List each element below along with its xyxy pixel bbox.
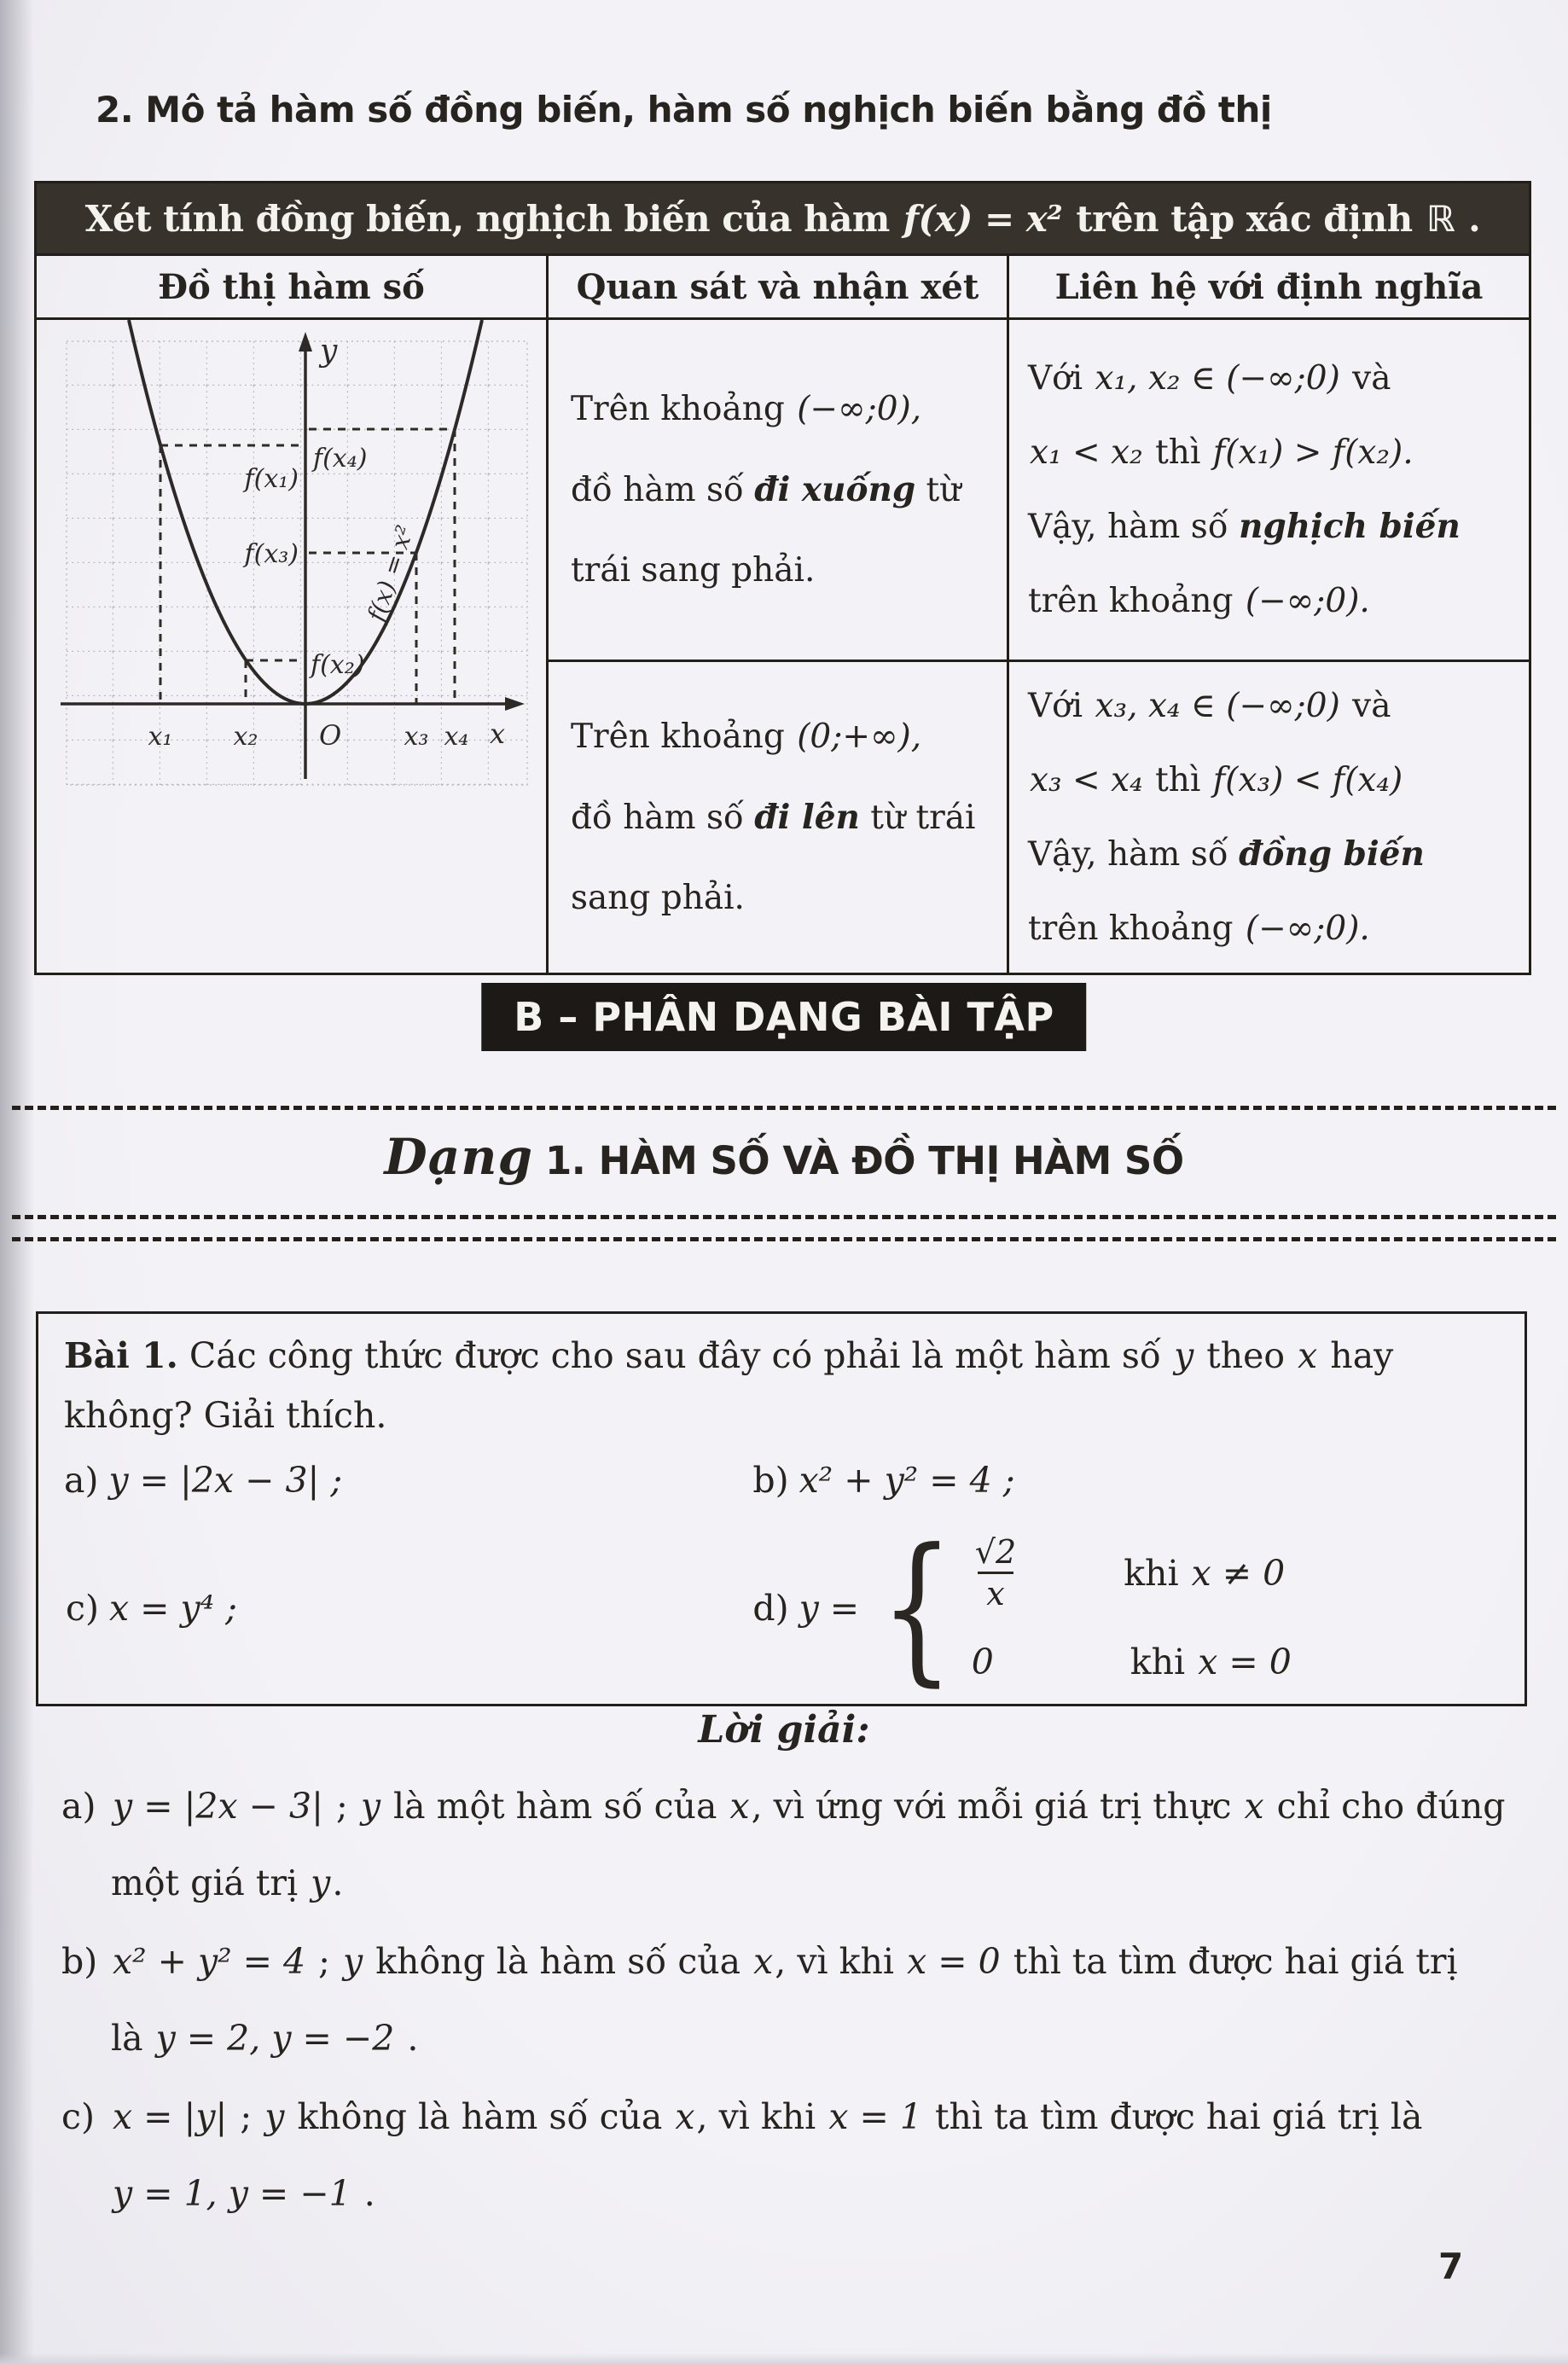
case-1-fraction (970, 1534, 1021, 1612)
solution-a (61, 1768, 1532, 1921)
piecewise-function (861, 1514, 1293, 1702)
case-2-value: 0 (971, 1642, 994, 1683)
label-fx1: f(x₁) (244, 464, 299, 494)
exercise-box (36, 1311, 1527, 1706)
section-banner: B – PHÂN DẠNG BÀI TẬP (481, 983, 1086, 1051)
observation-row1: Trên khoảng (−∞;0), đồ hàm số đi xuống từ trái sang phải. (548, 319, 1008, 661)
monotonicity-table (34, 181, 1531, 975)
dashed-rule-mid2 (12, 1237, 1556, 1241)
tick-x4: x₄ (444, 722, 469, 752)
dang-script-word: Dạng (384, 1128, 533, 1186)
case-2-condition: khi x = 0 (1130, 1642, 1292, 1683)
item-d-label: d) (752, 1588, 789, 1629)
item-c-expression: x = y⁴ ; (108, 1588, 237, 1629)
item-b-label: b) (752, 1460, 789, 1501)
y-axis-label: y (320, 334, 338, 369)
solution-list (61, 1768, 1532, 2234)
graph-cell (36, 319, 548, 974)
solution-b (61, 1923, 1532, 2077)
solution-b-text: x² + y² = 4 ; y không là hàm số của x, vì khi x = 0 thì ta tìm được hai giá trị là y = 2, y = −2 . (111, 1941, 1458, 2059)
column-header-definition: Liên hệ với định nghĩa (1008, 255, 1530, 319)
label-fx4: f(x₄) (313, 444, 368, 474)
item-a-expression: y = |2x − 3| ; (108, 1460, 343, 1501)
section-heading: 2. Mô tả hàm số đồng biến, hàm số nghịch biến bằng đồ thị (96, 89, 1272, 131)
solution-b-label: b) (61, 1941, 98, 1982)
item-b (752, 1449, 1499, 1512)
column-header-observation: Quan sát và nhận xét (548, 255, 1008, 319)
item-c-label: c) (66, 1588, 99, 1629)
dashed-rule-top (12, 1106, 1556, 1110)
exercise-statement-text: Các công thức được cho sau đây có phải là một hàm số y theo x hay không? Giải thích. (64, 1335, 1394, 1436)
case-1-condition: khi x ≠ 0 (1124, 1553, 1286, 1594)
case-2 (970, 1642, 1293, 1682)
solution-c-text: x = |y| ; y không là hàm số của x, vì khi x = 1 thì ta tìm được hai giá trị là y = 1, y = −1 . (113, 2096, 1423, 2214)
exercise-label: Bài 1. (64, 1335, 178, 1376)
scan-shadow-bottom (0, 2353, 1568, 2365)
item-a-label: a) (64, 1460, 99, 1501)
tick-x3: x₃ (404, 722, 429, 752)
page-number: 7 (1438, 2246, 1464, 2287)
observation-row2: Trên khoảng (0;+∞), đồ hàm số đi lên từ trái sang phải. (548, 661, 1008, 974)
solution-a-text: y = |2x − 3| ; y là một hàm số của x, vì ứng với mỗi giá trị thực x chỉ cho đúng một giá trị y. (111, 1786, 1506, 1903)
piecewise-brace: { (880, 1514, 955, 1702)
item-b-expression: x² + y² = 4 ; (799, 1460, 1015, 1501)
dang-title: 1. HÀM SỐ VÀ ĐỒ THỊ HÀM SỐ (545, 1138, 1184, 1183)
column-header-graph: Đồ thị hàm số (36, 255, 548, 319)
solution-c (61, 2078, 1532, 2232)
case-1-numerator: √2 (974, 1532, 1017, 1571)
exercise-items (64, 1449, 1499, 1705)
item-d-lhs: y = (799, 1588, 860, 1629)
item-c (64, 1512, 752, 1705)
item-d (752, 1512, 1499, 1705)
label-fx3: f(x₃) (244, 539, 299, 569)
exercise-statement (64, 1326, 1499, 1445)
dang-heading (0, 1128, 1568, 1186)
solution-heading: Lời giải: (698, 1708, 870, 1752)
case-1-denominator: x (978, 1572, 1013, 1613)
tick-x1: x₁ (148, 722, 173, 752)
definition-row1: Với x₁, x₂ ∈ (−∞;0) và x₁ < x₂ thì f(x₁) > f(x₂). Vậy, hàm số nghịch biến trên khoảng (−∞;0). (1008, 319, 1530, 661)
table-title: Xét tính đồng biến, nghịch biến của hàm f(x) = x² trên tập xác định ℝ . (36, 183, 1530, 255)
solution-a-label: a) (61, 1786, 96, 1827)
case-1 (970, 1534, 1293, 1612)
x-axis-label: x (489, 718, 506, 750)
definition-row2: Với x₃, x₄ ∈ (−∞;0) và x₃ < x₄ thì f(x₃) < f(x₄) Vậy, hàm số đồng biến trên khoảng (−∞;0). (1008, 661, 1530, 974)
parabola-graph (37, 320, 543, 927)
curve-equation-label: f(x) = x² (362, 521, 420, 625)
dashed-rule-mid1 (12, 1215, 1556, 1219)
piecewise-cases (970, 1534, 1293, 1682)
origin-label: O (319, 719, 342, 752)
label-fx2: f(x₂) (311, 650, 365, 680)
solution-c-label: c) (61, 2096, 95, 2137)
item-a (64, 1449, 752, 1512)
tick-x2: x₂ (233, 722, 258, 752)
